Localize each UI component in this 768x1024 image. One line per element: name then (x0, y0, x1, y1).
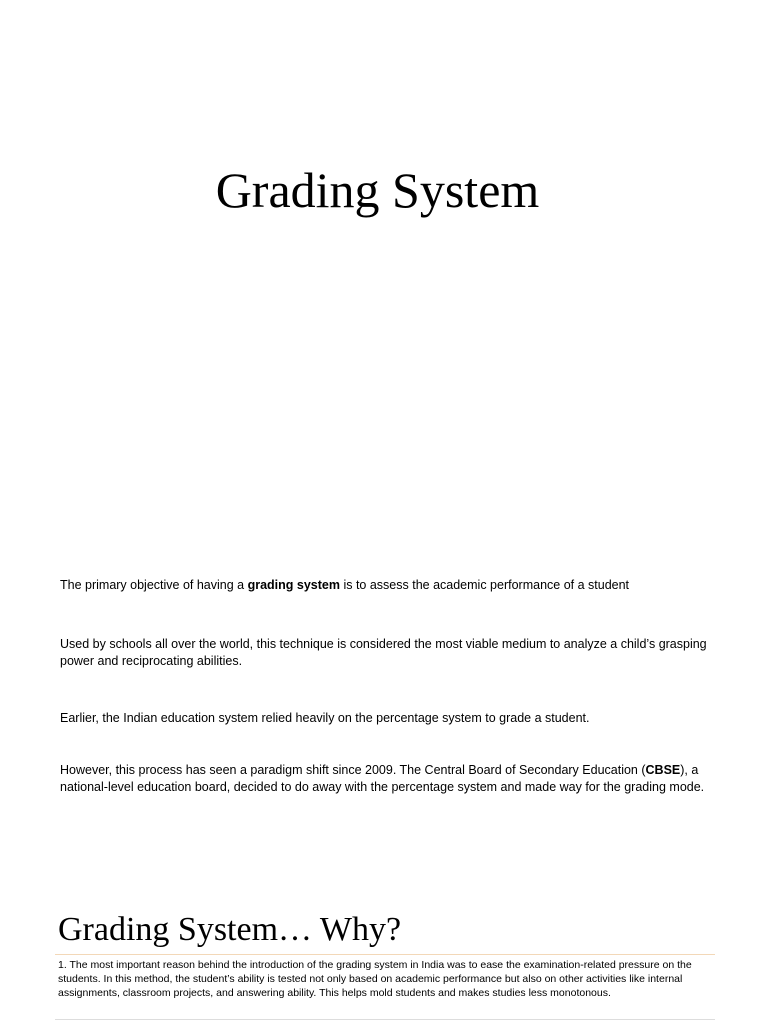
section-title-why: Grading System… Why? (58, 911, 402, 948)
paragraph-objective-text-end: is to assess the academic performance of a student (339, 578, 630, 592)
paragraph-earlier: Earlier, the Indian education system relied heavily on the percentage system to grade a student. (60, 711, 590, 725)
paragraph-objective-text: The primary objective of having a (60, 578, 248, 592)
divider-top (55, 954, 715, 955)
paragraph-objective (60, 577, 710, 594)
reason-point-1: 1. The most important reason behind the introduction of the grading system in India was to ease the examination-related pressure on the students. In this method, the student’s ability is tested not only based on academic performance but also on other activities like internal assignments, classroom projects, and answering ability. This helps mold students and makes studies less monotonous. (58, 959, 692, 1000)
paragraph-cbse-text-end: ), a national-level education board, decided to do away with the percentage system and made way for the grading mode. (60, 763, 705, 794)
paragraph-usage: Used by schools all over the world, this technique is considered the most viable medium to analyze a child’s grasping power and reciprocating abilities. (60, 637, 707, 668)
paragraph-cbse-text: However, this process has seen a paradigm shift since 2009. The Central Board of Secondary Education ( (60, 763, 646, 777)
grading-system-bold: grading system (247, 578, 340, 592)
slide-title: Grading System (215, 162, 540, 218)
divider-bottom (55, 1019, 715, 1020)
cbse-bold: CBSE (645, 763, 681, 777)
paragraph-cbse (60, 762, 710, 795)
